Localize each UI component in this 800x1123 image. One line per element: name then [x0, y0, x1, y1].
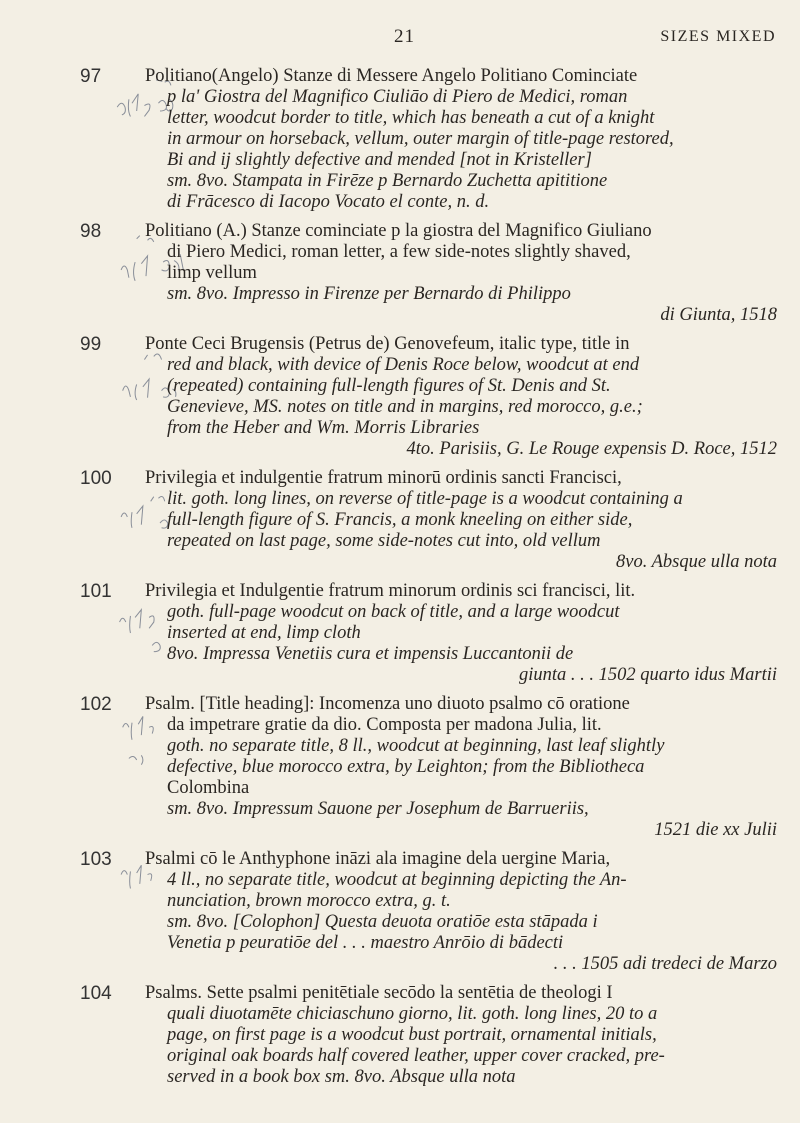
entry-line: letter, woodcut border to title, which has beneath a cut of a knight: [167, 108, 655, 128]
page-number: 21: [394, 26, 415, 47]
lot-number: 100: [80, 468, 112, 489]
entry-line: nunciation, brown morocco extra, g. t.: [167, 891, 451, 911]
entry-description: [145, 66, 785, 213]
entry-description: [145, 581, 785, 686]
entry-description: [145, 694, 785, 841]
entry-description: [145, 221, 785, 326]
section-title: SIZES MIXED: [660, 28, 776, 45]
entry-line: Psalmi cō le Anthyphone ināzi ala imagine dela uergine Maria,: [145, 849, 611, 869]
entry-line: Politiano(Angelo) Stanze di Messere Angelo Politiano Cominciate: [145, 66, 638, 86]
lot-number: 98: [80, 221, 102, 242]
lot-number: 104: [80, 983, 112, 1004]
entry-line: di Giunta, 1518: [660, 305, 777, 325]
entry-line: 4to. Parisiis, G. Le Rouge expensis D. Roce, 1512: [406, 439, 777, 459]
entry-line: Genevieve, MS. notes on title and in margins, red morocco, g.e.;: [167, 397, 643, 417]
entry-line: 4 ll., no separate title, woodcut at beginning depicting the An-: [167, 870, 627, 890]
entry-line: original oak boards half covered leather, upper cover cracked, pre-: [167, 1046, 665, 1066]
entry-line: di Frācesco di Iacopo Vocato el conte, n. d.: [167, 192, 490, 212]
entry-description: [145, 849, 785, 975]
entry-line: giunta . . . 1502 quarto idus Martii: [519, 665, 777, 685]
entry-line: page, on first page is a woodcut bust portrait, ornamental initials,: [167, 1025, 657, 1045]
lot-number: 97: [80, 66, 102, 87]
entry-line: inserted at end, limp cloth: [167, 623, 361, 643]
entry-line: full-length figure of S. Francis, a monk kneeling on either side,: [167, 510, 633, 530]
entry-line: Privilegia et indulgentie fratrum minorū ordinis sancti Francisci,: [145, 468, 622, 488]
entry-line: sm. 8vo. Impresso in Firenze per Bernardo di Philippo: [167, 284, 571, 304]
lot-number: 102: [80, 694, 112, 715]
entry-line: da impetrare gratie da dio. Composta per madona Julia, lit.: [167, 715, 602, 735]
entry-line: goth. full-page woodcut on back of title, and a large woodcut: [167, 602, 620, 622]
entry-line: lit. goth. long lines, on reverse of title-page is a woodcut containing a: [167, 489, 683, 509]
lot-number: 103: [80, 849, 112, 870]
lot-number: 99: [80, 334, 102, 355]
entry-description: [145, 468, 785, 573]
entry-description: [145, 983, 785, 1088]
lot-number: 101: [80, 581, 112, 602]
entry-line: sm. 8vo. Impressum Sauone per Josephum de Barrueriis,: [167, 799, 589, 819]
entry-line: Psalms. Sette psalmi penitētiale secōdo la sentētia de theologi I: [145, 983, 613, 1003]
entry-line: (repeated) containing full-length figures of St. Denis and St.: [167, 376, 611, 396]
entry-line: goth. no separate title, 8 ll., woodcut at beginning, last leaf slightly: [167, 736, 665, 756]
entry-line: limp vellum: [167, 263, 257, 283]
entry-line: sm. 8vo. [Colophon] Questa deuota oratiōe esta stāpada i: [167, 912, 598, 932]
entry-line: Venetia p peuratiōe del . . . maestro Anrōio di bādecti: [167, 933, 564, 953]
entry-line: sm. 8vo. Stampata in Firēze p Bernardo Zuchetta apititione: [167, 171, 608, 191]
entry-line: 1521 die xx Julii: [654, 820, 777, 840]
entry-line: di Piero Medici, roman letter, a few side-notes slightly shaved,: [167, 242, 631, 262]
entry-line: 8vo. Impressa Venetiis cura et impensis Luccantonii de: [167, 644, 574, 664]
entry-line: in armour on horseback, vellum, outer margin of title-page restored,: [167, 129, 674, 149]
entry-line: repeated on last page, some side-notes cut into, old vellum: [167, 531, 601, 551]
entry-line: Ponte Ceci Brugensis (Petrus de) Genovefeum, italic type, title in: [145, 334, 630, 354]
entry-line: Psalm. [Title heading]: Incomenza uno diuoto psalmo cō oratione: [145, 694, 630, 714]
entry-line: from the Heber and Wm. Morris Libraries: [167, 418, 480, 438]
page-header: [0, 26, 800, 50]
entry-line: Privilegia et Indulgentie fratrum minorum ordinis sci francisci, lit.: [145, 581, 636, 601]
entry-line: red and black, with device of Denis Roce below, woodcut at end: [167, 355, 640, 375]
entry-line: Politiano (A.) Stanze cominciate p la giostra del Magnifico Giuliano: [145, 221, 652, 241]
entry-line: 8vo. Absque ulla nota: [615, 552, 777, 572]
entry-line: . . . 1505 adi tredeci de Marzo: [553, 954, 777, 974]
entry-line: p la' Giostra del Magnifico Ciuliāo di Piero de Medici, roman: [167, 87, 628, 107]
entry-description: [145, 334, 785, 460]
entry-line: quali diuotamēte chiciaschuno giorno, lit. goth. long lines, 20 to a: [167, 1004, 658, 1024]
entry-line: Bi and ij slightly defective and mended [not in Kristeller]: [167, 150, 592, 170]
entry-line: served in a book box sm. 8vo. Absque ulla nota: [167, 1067, 516, 1087]
entry-line: defective, blue morocco extra, by Leighton; from the Bibliotheca: [167, 757, 645, 777]
entry-line: Colombina: [167, 778, 250, 798]
